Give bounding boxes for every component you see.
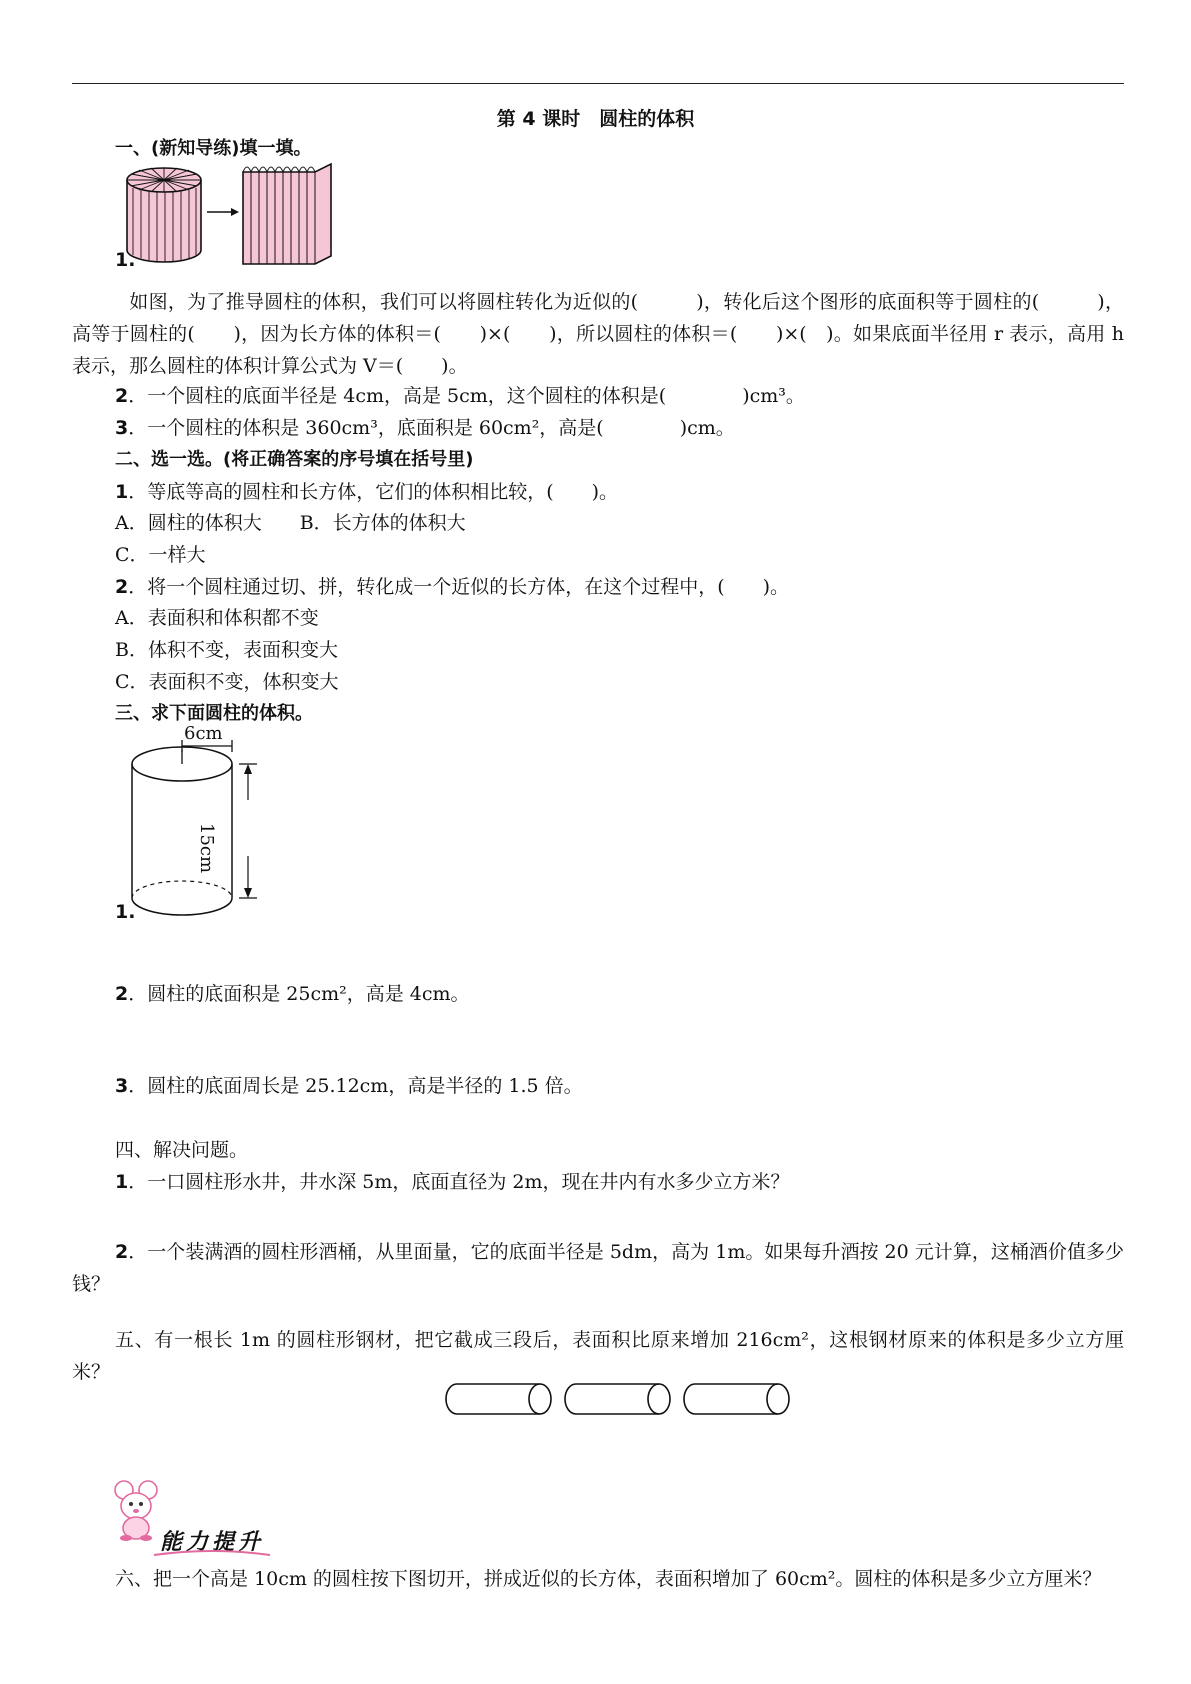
section6-text: 六、把一个高是 10cm 的圆柱按下图切开，拼成近似的长方体，表面积增加了 60cm²。圆柱的体积是多少立方厘米？ xyxy=(115,1568,1102,1590)
s2-q1: 1．等底等高的圆柱和长方体，它们的体积相比较，( )。 xyxy=(115,481,619,503)
s1-q1-number: 1. xyxy=(115,249,136,271)
mouse-mascot-icon xyxy=(112,1480,162,1542)
section4-heading: 四、解决问题。 xyxy=(115,1139,249,1161)
page-title: 第 4 课时 圆柱的体积 xyxy=(496,108,695,130)
s1-q3: 3．一个圆柱的体积是 360cm³，底面积是 60cm²，高是( )cm。 xyxy=(115,417,735,439)
three-steel-pieces-figure xyxy=(445,1382,795,1416)
s1-q1-text: 如图，为了推导圆柱的体积，我们可以将圆柱转化为近似的( )，转化后这个图形的底面积等于圆柱的( )，高等于圆柱的( )，因为长方体的体积＝( )×( )，所以圆柱的体积＝( )×( )。如果底面半径用 r 表示，高用 h 表示，那么圆柱的体积计算公式为 V＝( )。 xyxy=(72,291,1124,377)
section3-heading: 三、求下面圆柱的体积。 xyxy=(115,703,313,724)
s3-q1-number: 1. xyxy=(115,901,136,923)
s2-q2-option-a: A．表面积和体积都不变 xyxy=(115,607,319,629)
s2-q2-option-b: B．体积不变，表面积变大 xyxy=(115,639,338,661)
s2-q1-option-c: C．一样大 xyxy=(115,544,206,566)
section5-text: 五、有一根长 1m 的圆柱形钢材，把它截成三段后，表面积比原来增加 216cm²，这根钢材原来的体积是多少立方厘米？ xyxy=(72,1329,1124,1383)
height-label: 15cm xyxy=(196,823,217,874)
section1-heading: 一、(新知导练)填一填。 xyxy=(115,138,312,159)
cylinder-to-cuboid-figure xyxy=(125,160,345,270)
cylinder-figure xyxy=(125,722,275,922)
badge-underline xyxy=(152,1549,272,1559)
s2-q2: 2．将一个圆柱通过切、拼，转化成一个近似的长方体，在这个过程中，( )。 xyxy=(115,576,790,598)
s4-q1: 1．一口圆柱形水井，井水深 5m，底面直径为 2m，现在井内有水多少立方米？ xyxy=(115,1171,790,1193)
header-rule xyxy=(72,83,1124,84)
section2-heading: 二、选一选。(将正确答案的序号填在括号里) xyxy=(115,449,474,470)
s2-q2-option-c: C．表面积不变，体积变大 xyxy=(115,671,339,693)
s3-q3: 3．圆柱的底面周长是 25.12cm，高是半径的 1.5 倍。 xyxy=(115,1075,583,1097)
s4-q2: 2．一个装满酒的圆柱形酒桶，从里面量，它的底面半径是 5dm，高为 1m。如果每升酒按 20 元计算，这桶酒价值多少钱？ xyxy=(72,1241,1124,1295)
s2-q1-options-ab: A．圆柱的体积大 B．长方体的体积大 xyxy=(115,512,466,534)
s1-q2: 2．一个圆柱的底面半径是 4cm，高是 5cm，这个圆柱的体积是( )cm³。 xyxy=(115,385,805,407)
ability-badge: 能力提升 xyxy=(160,1530,265,1555)
s3-q2: 2．圆柱的底面积是 25cm²，高是 4cm。 xyxy=(115,983,470,1005)
diameter-label: 6cm xyxy=(184,723,223,744)
